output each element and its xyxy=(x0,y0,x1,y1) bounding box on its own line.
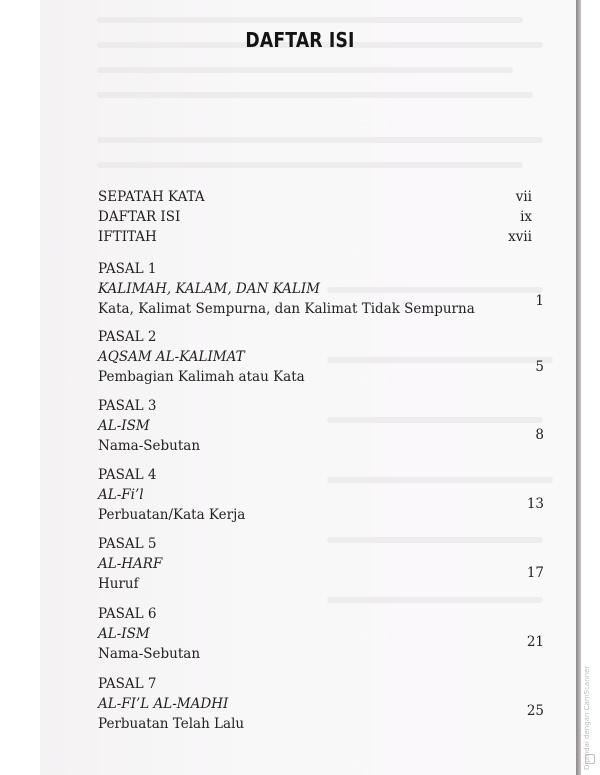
chapter-arabic-title: AL-ISM xyxy=(98,626,150,642)
chapter-number: PASAL 1 xyxy=(98,261,157,277)
chapter-entry[interactable] xyxy=(98,327,558,387)
toc-entry-page: xvii xyxy=(508,229,532,245)
chapter-page: 1 xyxy=(535,293,544,309)
chapter-arabic-title: KALIMAH, KALAM, DAN KALIM xyxy=(98,281,321,297)
chapter-entry[interactable] xyxy=(98,259,558,319)
chapter-arabic-title: AL-FI’L AL-MADHI xyxy=(98,696,229,712)
page-title: DAFTAR ISI xyxy=(245,28,355,52)
scanner-watermark: Dipindai dengan CamScanner xyxy=(583,665,591,770)
chapter-page: 21 xyxy=(526,634,544,650)
chapter-number: PASAL 3 xyxy=(98,398,157,414)
chapter-translation: Huruf xyxy=(98,576,139,592)
chapter-page: 17 xyxy=(526,565,544,581)
scanner-logo-icon xyxy=(585,754,595,764)
chapter-translation: Kata, Kalimat Sempurna, dan Kalimat Tidak Sempurna xyxy=(98,301,475,317)
chapter-entry[interactable] xyxy=(98,465,558,525)
toc-entry-page: ix xyxy=(520,209,532,225)
chapter-entry[interactable] xyxy=(98,674,558,734)
chapter-translation: Pembagian Kalimah atau Kata xyxy=(98,369,305,385)
toc-entry-label: SEPATAH KATA xyxy=(98,189,205,205)
chapter-translation: Nama-Sebutan xyxy=(98,646,201,662)
chapter-arabic-title: AL-HARF xyxy=(98,556,163,572)
chapter-arabic-title: AL-ISM xyxy=(98,418,150,434)
chapter-entry[interactable] xyxy=(98,534,558,594)
chapter-number: PASAL 5 xyxy=(98,536,157,552)
chapter-entry[interactable] xyxy=(98,396,558,456)
chapter-number: PASAL 4 xyxy=(98,467,157,483)
chapter-number: PASAL 6 xyxy=(98,606,157,622)
chapter-page: 5 xyxy=(535,359,544,375)
chapter-entry[interactable] xyxy=(98,604,558,664)
toc-entry-label: IFTITAH xyxy=(98,229,157,245)
chapter-number: PASAL 2 xyxy=(98,329,157,345)
chapter-number: PASAL 7 xyxy=(98,676,157,692)
chapter-page: 25 xyxy=(526,703,544,719)
chapter-page: 13 xyxy=(526,496,544,512)
chapter-arabic-title: AQSAM AL-KALIMAT xyxy=(98,349,245,365)
chapter-translation: Perbuatan/Kata Kerja xyxy=(98,507,246,523)
toc-entry-page: vii xyxy=(515,189,532,205)
chapter-translation: Perbuatan Telah Lalu xyxy=(98,716,245,732)
chapter-translation: Nama-Sebutan xyxy=(98,438,201,454)
chapter-page: 8 xyxy=(535,427,544,443)
toc-entry-label: DAFTAR ISI xyxy=(98,209,181,225)
page-edge-shadow xyxy=(576,0,581,775)
chapter-arabic-title: AL-Fi’l xyxy=(98,487,144,503)
